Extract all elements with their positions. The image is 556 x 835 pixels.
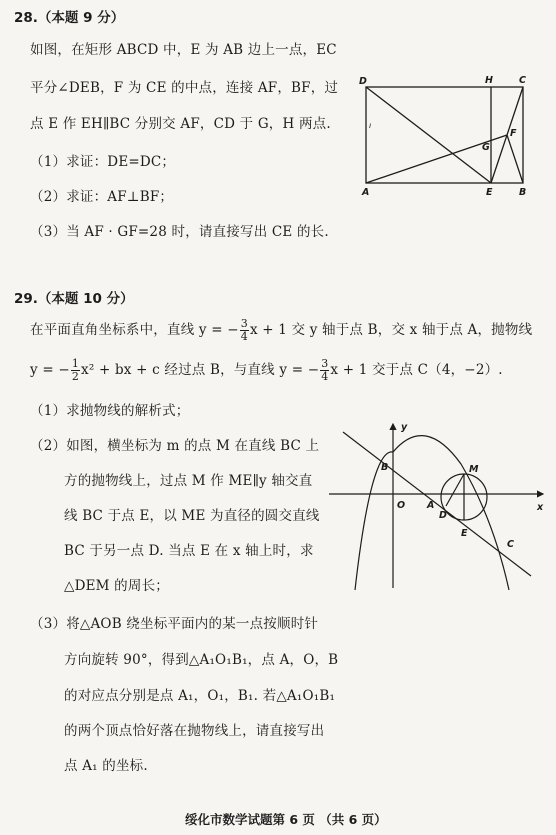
q28-header: 28.（本题 9 分） — [14, 10, 125, 26]
q29-part-1: （1）求抛物线的解析式； — [30, 403, 190, 419]
q29-part-3-line-4: 的两个顶点恰好落在抛物线上，请直接写出 — [64, 723, 325, 739]
q28-part-2: （2）求证：AF⊥BF； — [30, 189, 174, 205]
label-g: G — [482, 142, 490, 153]
q29-stem-line-1 — [30, 318, 532, 343]
q29-part-2-line-4: BC 于另一点 D. 当点 E 在 x 轴上时，求 — [64, 543, 314, 559]
segment-bf — [507, 135, 523, 183]
label-e: E — [486, 187, 493, 198]
q29-line2-post: x + 1 交于点 C（4，−2）. — [330, 362, 503, 378]
fraction-3-4 — [240, 318, 249, 343]
q29-stem-line-2 — [30, 358, 503, 383]
q29-parabola-figure — [325, 418, 551, 593]
q29-part-2-line-1: （2）如图，横坐标为 m 的点 M 在直线 BC 上 — [30, 438, 320, 454]
q28-stem-line-3: 点 E 作 EH∥BC 分别交 AF，CD 于 G，H 两点. — [30, 116, 331, 132]
label-c: C — [507, 539, 514, 550]
q29-part-2-line-3: 线 BC 于点 E，以 ME 为直径的圆交直线 — [64, 508, 320, 524]
q28-part-1: （1）求证：DE=DC； — [30, 154, 176, 170]
q29-part-3-line-1: （3）将△AOB 绕坐标平面内的某一点按顺时针 — [30, 616, 319, 632]
q29-line1-pre: 在平面直角坐标系中，直线 y = − — [30, 322, 239, 338]
q29-line1-post: x + 1 交 y 轴于点 B，交 x 轴于点 A，抛物线 — [249, 322, 533, 338]
q29-part-2-line-2: 方的抛物线上，过点 M 作 ME∥y 轴交直 — [64, 473, 313, 489]
page-footer: 绥化市数学试题第 6 页 （共 6 页） — [185, 812, 387, 827]
q29-part-3-line-5: 点 A₁ 的坐标. — [64, 758, 148, 774]
line-bc — [343, 432, 531, 576]
q29-part-2-line-5: △DEM 的周长； — [64, 578, 169, 594]
q29-header: 29.（本题 10 分） — [14, 291, 134, 307]
fraction-1-2 — [71, 358, 80, 383]
frac-den: 4 — [321, 370, 329, 383]
segment-de — [366, 87, 491, 183]
frac-den: 4 — [240, 330, 248, 343]
label-o: O — [397, 500, 406, 511]
q29-part-3-line-3: 的对应点分别是点 A₁，O₁，B₁. 若△A₁O₁B₁ — [64, 688, 336, 704]
label-a: A — [427, 500, 435, 511]
segment-md — [446, 474, 464, 506]
q29-line2-mid: x² + bx + c 经过点 B，与直线 y = − — [81, 362, 320, 378]
frac-den: 2 — [71, 370, 80, 383]
label-d: D — [439, 510, 447, 521]
label-m: M — [469, 464, 479, 475]
label-mark: ı — [369, 121, 372, 130]
q29-line2-pre: y = − — [30, 362, 70, 378]
label-e: E — [461, 528, 468, 539]
label-b: B — [519, 187, 527, 198]
fraction-3-4 — [320, 358, 329, 383]
q29-part-3-line-2: 方向旋转 90°，得到△A₁O₁B₁，点 A，O，B — [64, 652, 339, 668]
label-y: y — [401, 422, 408, 433]
frac-num: 1 — [71, 357, 80, 370]
label-c: C — [519, 75, 526, 86]
label-h: H — [485, 75, 493, 86]
frac-num: 3 — [240, 317, 248, 330]
label-d: D — [359, 76, 367, 87]
q28-rectangle-figure — [355, 70, 535, 200]
label-x: x — [537, 502, 544, 513]
frac-num: 3 — [321, 357, 329, 370]
label-a: A — [362, 187, 370, 198]
q28-stem-line-2: 平分∠DEB，F 为 CE 的中点，连接 AF，BF，过 — [30, 80, 339, 96]
label-b: B — [381, 462, 389, 473]
q28-stem-line-1: 如图，在矩形 ABCD 中，E 为 AB 边上一点，EC — [30, 42, 337, 58]
label-f: F — [510, 128, 517, 139]
q28-part-3: （3）当 AF · GF=28 时，请直接写出 CE 的长. — [30, 224, 329, 240]
rectangle-abcd — [366, 87, 523, 183]
